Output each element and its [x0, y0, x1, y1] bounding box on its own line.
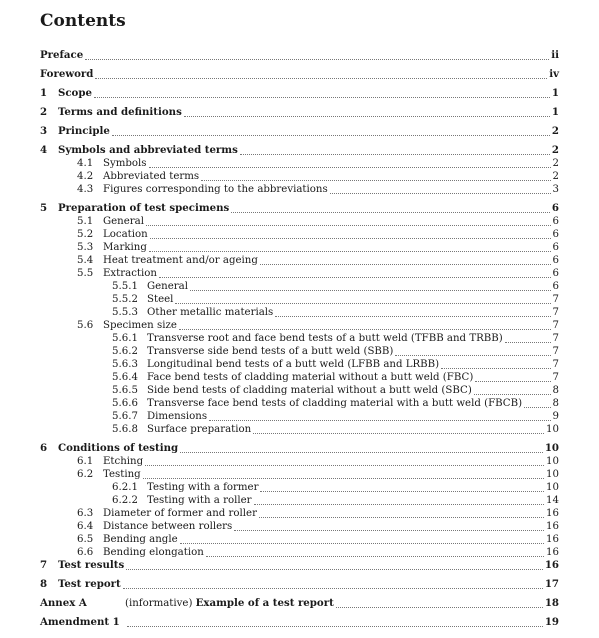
dot-leader [441, 368, 550, 369]
dot-leader [260, 491, 544, 492]
toc-entry-label: Symbols [103, 158, 147, 169]
toc-entry-number: 6.4 [77, 521, 94, 532]
toc-entry-number: Amendment 1 [40, 616, 120, 628]
toc-entry-page: 10 [546, 456, 559, 467]
toc-entry-page: 10 [546, 424, 559, 435]
toc-entry[interactable] [0, 596, 599, 611]
toc-entry-label: Test results [58, 559, 125, 571]
dot-leader [126, 569, 543, 570]
dot-leader [524, 407, 550, 408]
toc-entry[interactable] [0, 67, 599, 82]
dot-leader [231, 212, 550, 213]
toc-entry-number: 5.4 [77, 255, 94, 266]
dot-leader [190, 290, 551, 291]
toc-entry-page: 2 [552, 171, 559, 182]
toc-entry-line [125, 615, 559, 630]
toc-entry-label: Test report [58, 578, 121, 590]
toc-entry-line [40, 67, 559, 82]
toc-entry-page: 16 [544, 559, 559, 571]
dot-leader [95, 78, 547, 79]
toc-entry-number: 5.3 [77, 242, 94, 253]
toc-entry-page: 7 [552, 372, 559, 383]
dot-leader [253, 433, 544, 434]
toc-entry-page: 10 [546, 482, 559, 493]
toc-entry-label: Conditions of testing [58, 442, 179, 454]
toc-entry-label: Preparation of test specimens [58, 202, 230, 214]
toc-entry-number: Annex A [40, 597, 87, 609]
toc-entry-label: Example of a test report [195, 597, 334, 609]
toc-entry-label: Face bend tests of cladding material without a butt weld (FBC) [147, 372, 474, 383]
dot-leader [149, 167, 551, 168]
dot-leader [112, 135, 550, 136]
toc-entry-line [147, 422, 559, 437]
toc-entry[interactable] [0, 558, 599, 573]
page-title: Contents [40, 11, 126, 31]
dot-leader [159, 277, 551, 278]
toc-entry-page: 6 [552, 216, 559, 227]
toc-entry-page: 8 [552, 385, 559, 396]
dot-leader [206, 556, 544, 557]
toc-entry-label: Heat treatment and/or ageing [103, 255, 258, 266]
toc-entry-label: General [147, 281, 188, 292]
toc-entry-page: 7 [552, 346, 559, 357]
toc-entry-number: 5.6.7 [112, 411, 138, 422]
dot-leader [123, 588, 543, 589]
toc-entry-number: 6.1 [77, 456, 94, 467]
toc-entry[interactable] [0, 105, 599, 120]
dot-leader [127, 626, 543, 627]
toc-entry-page: 6 [552, 229, 559, 240]
toc-entry[interactable] [0, 86, 599, 101]
toc-entry-label: Distance between rollers [103, 521, 233, 532]
toc-entry-label: Bending angle [103, 534, 178, 545]
toc-entry-label: General [103, 216, 144, 227]
toc-entry-page: 3 [552, 184, 559, 195]
toc-entry[interactable] [0, 182, 599, 197]
toc-entry-number: 4.2 [77, 171, 94, 182]
toc-entry-number: 3 [40, 125, 48, 137]
dot-leader [180, 543, 544, 544]
toc-entry-number: 5.6.5 [112, 385, 138, 396]
toc-entry-page: 6 [552, 255, 559, 266]
toc-entry-label: Surface preparation [147, 424, 252, 435]
dot-leader [254, 504, 544, 505]
toc-entry-label: Bending elongation [103, 547, 204, 558]
toc-entry[interactable] [0, 422, 599, 437]
toc-entry-page: 14 [546, 495, 559, 506]
toc-entry-number: 4.3 [77, 184, 94, 195]
toc-entry-label: Foreword [40, 68, 94, 80]
dot-leader [240, 154, 550, 155]
toc-entry-label: Dimensions [147, 411, 208, 422]
dot-leader [179, 329, 551, 330]
toc-entry-page: 7 [552, 320, 559, 331]
toc-entry-number: 2 [40, 106, 48, 118]
toc-entry[interactable] [0, 48, 599, 63]
dot-leader [395, 355, 550, 356]
toc-entry-label: Extraction [103, 268, 157, 279]
toc-entry-page: 6 [552, 242, 559, 253]
toc-entry-label: Testing [103, 469, 141, 480]
toc-entry-number: 8 [40, 578, 48, 590]
toc-entry-prefix: (informative) [125, 598, 196, 609]
toc-entry-page: 19 [544, 616, 559, 628]
toc-entry-line [58, 124, 559, 139]
toc-entry-page: ii [551, 49, 559, 61]
toc-entry-number: 6.2 [77, 469, 94, 480]
dot-leader [209, 420, 550, 421]
toc-entry-line [103, 182, 559, 197]
toc-entry-number: 5.1 [77, 216, 94, 227]
dot-leader [330, 193, 551, 194]
toc-entry-number: 5.6 [77, 320, 94, 331]
toc-entry-page: 16 [546, 521, 559, 532]
toc-entry-number: 5.5 [77, 268, 94, 279]
toc-entry-number: 5.2 [77, 229, 94, 240]
toc-entry-page: 16 [546, 508, 559, 519]
toc-entry-number: 6.2.2 [112, 495, 138, 506]
toc-entry-page: 9 [552, 411, 559, 422]
toc-entry-line [125, 596, 559, 611]
toc-entry-number: 5.6.4 [112, 372, 138, 383]
toc-entry-page: 6 [552, 281, 559, 292]
dot-leader [474, 394, 551, 395]
toc-entry-number: 5.6.2 [112, 346, 138, 357]
toc-entry-number: 5.6.8 [112, 424, 138, 435]
dot-leader [94, 97, 550, 98]
toc-entry-label: Steel [147, 294, 174, 305]
toc-entry-label: Other metallic materials [147, 307, 274, 318]
toc-entry-page: 7 [552, 294, 559, 305]
toc-entry-label: Transverse side bend tests of a butt weld (SBB) [147, 346, 394, 357]
toc-entry-page: 18 [544, 597, 559, 609]
dot-leader [175, 303, 550, 304]
toc-entry-number: 5.6.1 [112, 333, 138, 344]
toc-entry-label: Longitudinal bend tests of a butt weld (LFBB and LRBB) [147, 359, 440, 370]
dot-leader [150, 238, 551, 239]
toc-entry-line [40, 48, 559, 63]
toc-entry-page: 7 [552, 359, 559, 370]
toc-entry-line [58, 105, 559, 120]
toc-entry[interactable] [0, 615, 599, 630]
toc-entry-line [58, 558, 559, 573]
toc-entry-number: 5.5.1 [112, 281, 138, 292]
toc-entry-line [58, 577, 559, 592]
toc-entry[interactable] [0, 124, 599, 139]
toc-entry-label: Transverse face bend tests of cladding material with a butt weld (FBCB) [147, 398, 523, 409]
toc-entry-label: Testing with a roller [147, 495, 252, 506]
dot-leader [184, 116, 550, 117]
toc-entry-number: 6.6 [77, 547, 94, 558]
dot-leader [336, 607, 543, 608]
toc-entry-number: 6.3 [77, 508, 94, 519]
toc-entry-page: 1 [551, 106, 559, 118]
toc-entry-number: 5.6.6 [112, 398, 138, 409]
toc-entry-page: 10 [546, 469, 559, 480]
toc-entry-label: Etching [103, 456, 144, 467]
dot-leader [475, 381, 550, 382]
toc-entry-page: 8 [552, 398, 559, 409]
toc-entry-page: 2 [551, 125, 559, 137]
toc-entry-label: Terms and definitions [58, 106, 182, 118]
toc-entry-label: Marking [103, 242, 147, 253]
dot-leader [260, 264, 551, 265]
dot-leader [149, 251, 551, 252]
toc-entry-page: 7 [552, 307, 559, 318]
toc-entry-line [58, 86, 559, 101]
toc-entry-number: 6 [40, 442, 48, 454]
toc-entry-label: Diameter of former and roller [103, 508, 257, 519]
toc-entry-number: 5.6.3 [112, 359, 138, 370]
toc-entry-label: Side bend tests of cladding material without a butt weld (SBC) [147, 385, 472, 396]
dot-leader [85, 59, 549, 60]
dot-leader [234, 530, 544, 531]
dot-leader [201, 180, 550, 181]
dot-leader [143, 478, 544, 479]
toc-entry-label: Transverse root and face bend tests of a butt weld (TFBB and TRBB) [147, 333, 503, 344]
toc-entry-page: 2 [552, 158, 559, 169]
dot-leader [180, 452, 543, 453]
toc-entry-page: 16 [546, 547, 559, 558]
toc-entry-page: iv [549, 68, 559, 80]
toc-entry-number: 6.5 [77, 534, 94, 545]
toc-entry-label: Abbreviated terms [103, 171, 200, 182]
toc-entry-number: 5.5.2 [112, 294, 138, 305]
toc-entry-label: Preface [40, 49, 84, 61]
toc-entry-label: Specimen size [103, 320, 177, 331]
toc-entry-label: Location [103, 229, 148, 240]
toc-entry-page: 2 [551, 144, 559, 156]
toc-entry-number: 4.1 [77, 158, 94, 169]
toc-entry-page: 6 [551, 202, 559, 214]
toc-entry-label: Symbols and abbreviated terms [58, 144, 238, 156]
dot-leader [145, 465, 544, 466]
toc-entry-number: 7 [40, 559, 48, 571]
toc-entry[interactable] [0, 577, 599, 592]
toc-entry-page: 16 [546, 534, 559, 545]
toc-entry-page: 10 [544, 442, 559, 454]
toc-entry-label: Testing with a former [147, 482, 259, 493]
toc-entry-number: 4 [40, 144, 48, 156]
toc-entry-page: 6 [552, 268, 559, 279]
toc-entry-label: Principle [58, 125, 110, 137]
toc-entry-number: 5.5.3 [112, 307, 138, 318]
toc-entry-page: 17 [544, 578, 559, 590]
toc-entry-number: 5 [40, 202, 48, 214]
toc-entry-page: 1 [551, 87, 559, 99]
toc-entry-number: 1 [40, 87, 48, 99]
toc-entry-number: 6.2.1 [112, 482, 138, 493]
dot-leader [146, 225, 551, 226]
toc-entry-label: Scope [58, 87, 92, 99]
dot-leader [505, 342, 551, 343]
toc-entry-label: Figures corresponding to the abbreviations [103, 184, 328, 195]
dot-leader [259, 517, 544, 518]
dot-leader [275, 316, 550, 317]
toc-entry-page: 7 [552, 333, 559, 344]
